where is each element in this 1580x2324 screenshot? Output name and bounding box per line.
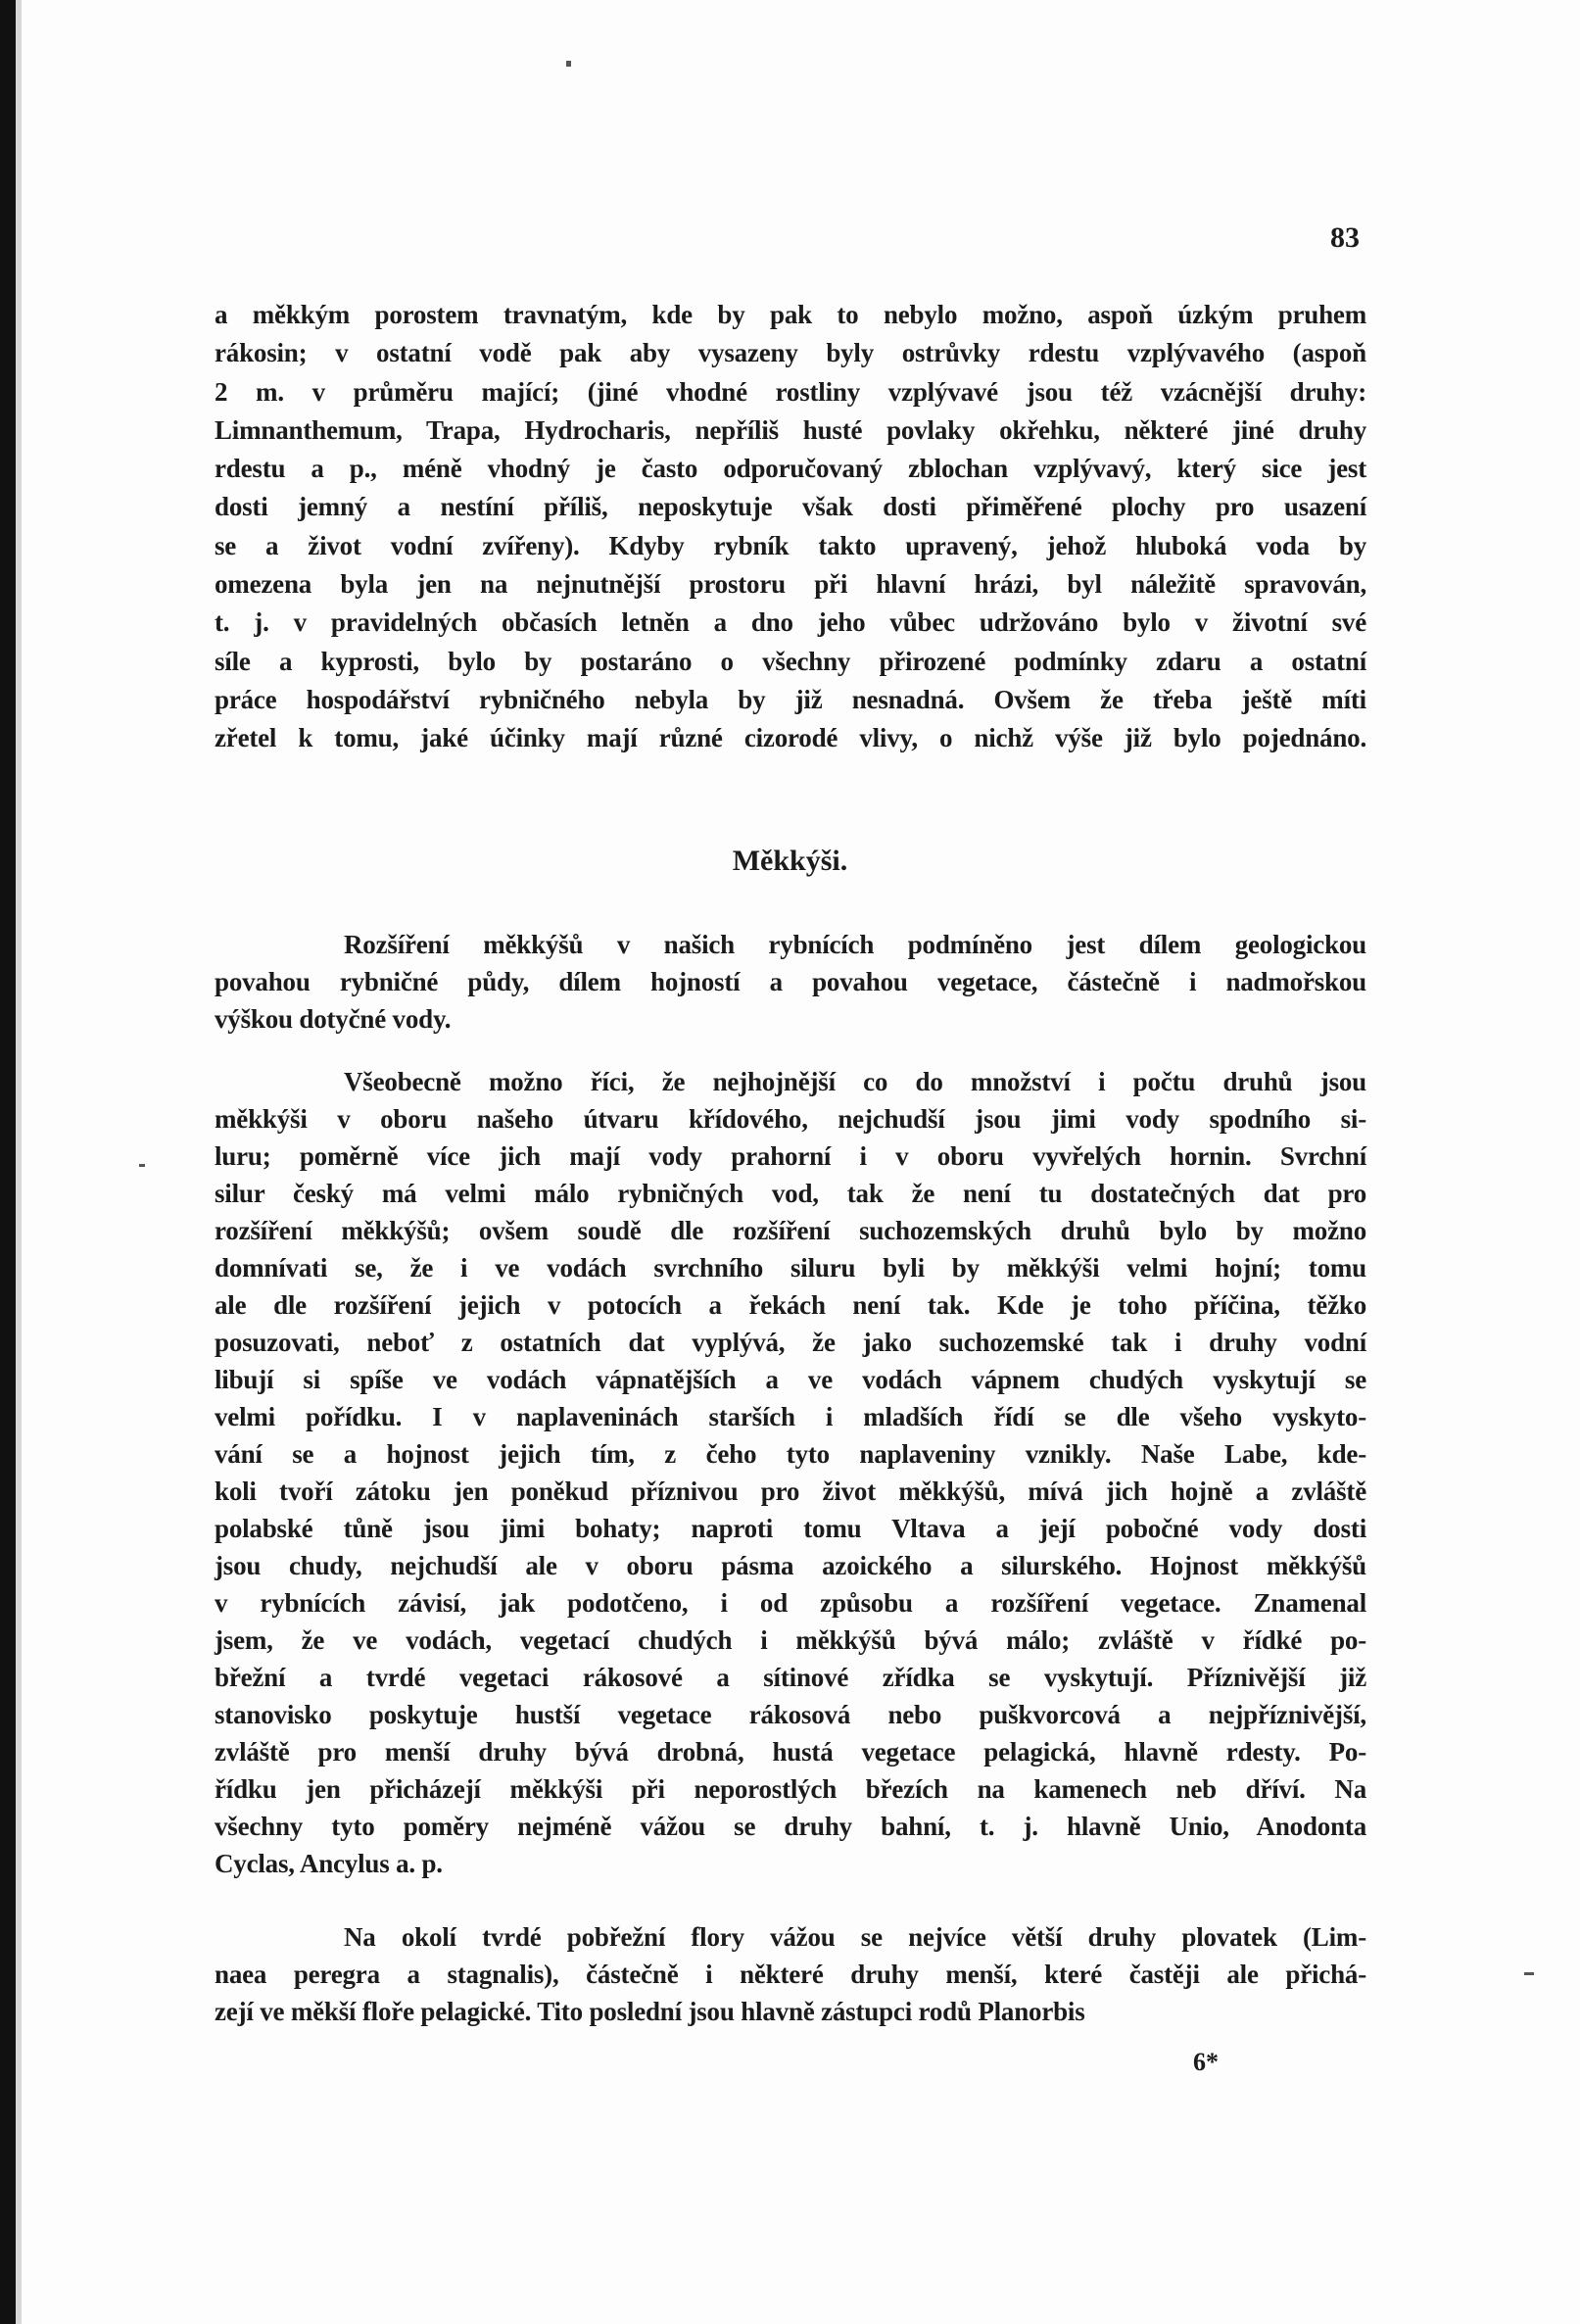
text-line: zřetel k tomu, jaké účinky mají různé cizorodé vlivy, o nichž výše již bylo pojednáno.	[215, 723, 1366, 753]
text-line: ale dle rozšíření jejich v potocích a řekách není tak. Kde je toho příčina, těžko	[215, 1290, 1366, 1320]
text-line: libují si spíše ve vodách vápnatějších a ve vodách vápnem chudých vyskytují se	[215, 1365, 1366, 1394]
paragraph	[215, 296, 1366, 758]
text-line: zejí ve měkší floře pelagické. Tito poslední jsou hlavně zástupci rodů Planorbis	[215, 1997, 1085, 2026]
text-line: břežní a tvrdé vegetaci rákosové a sítinové zřídka se vyskytují. Příznivější již	[215, 1663, 1366, 1692]
text-line: Cyclas, Ancylus a. p.	[215, 1849, 443, 1878]
text-line: koli tvoří zátoku jen poněkud příznivou pro život měkkýšů, mívá jich hojně a zvláště	[215, 1477, 1366, 1506]
scan-speck	[1524, 1972, 1534, 1975]
paragraph	[215, 926, 1366, 1038]
text-line: síle a kyprosti, bylo by postaráno o všechny přirozené podmínky zdaru a ostatní	[215, 646, 1366, 676]
text-line: vání se a hojnost jejich tím, z čeho tyto naplaveniny vznikly. Naše Labe, kde-	[215, 1439, 1366, 1469]
text-line: jsou chudy, nejchudší ale v oboru pásma azoického a silurského. Hojnost měkkýšů	[215, 1551, 1366, 1580]
text-line: Všeobecně možno říci, že nejhojnější co do množství i počtu druhů jsou	[344, 1067, 1366, 1096]
text-line: řídku jen přicházejí měkkýši při neporostlých březích na kamenech neb dříví. Na	[215, 1774, 1366, 1804]
text-line: velmi pořídku. I v naplaveninách starších i mladších řídí se dle všeho vyskyto-	[215, 1402, 1366, 1431]
scan-speck	[139, 1164, 145, 1167]
text-line: stanovisko poskytuje hustší vegetace rákosová nebo puškvorcová a nejpříznivější,	[215, 1700, 1366, 1729]
text-line: výškou dotyčné vody.	[215, 1004, 452, 1034]
text-line: Na okolí tvrdé pobřežní flory vážou se nejvíce větší druhy plovatek (Lim-	[344, 1922, 1366, 1952]
text-line: t. j. v pravidelných občasích letněn a dno jeho vůbec udržováno bylo v životní své	[215, 607, 1366, 638]
text-line: měkkýši v oboru našeho útvaru křídového, nejchudší jsou jimi vody spodního si-	[215, 1104, 1366, 1134]
text-line: posuzovati, neboť z ostatních dat vyplývá, že jako suchozemské tak i druhy vodní	[215, 1328, 1366, 1357]
text-line: polabské tůně jsou jimi bohaty; naproti tomu Vltava a její pobočné vody dosti	[215, 1514, 1366, 1543]
text-line: rákosin; v ostatní vodě pak aby vysazeny byly ostrůvky rdestu vzplývavého (aspoň	[215, 338, 1366, 368]
text-line: rdestu a p., méně vhodný je často odporučovaný zblochan vzplývavý, který sice jest	[215, 454, 1366, 484]
text-line: v rybnících závisí, jak podotčeno, i od způsobu a rozšíření vegetace. Znamenal	[215, 1588, 1366, 1618]
scan-binding-edge	[0, 0, 16, 2324]
page-number: 83	[1330, 221, 1360, 254]
text-line: naea peregra a stagnalis), částečně i některé druhy menší, které častěji ale přichá-	[215, 1960, 1366, 1989]
text-line: domnívati se, že i ve vodách svrchního siluru byli by měkkýši velmi hojní; tomu	[215, 1253, 1366, 1283]
text-line: všechny tyto poměry nejméně vážou se druhy bahní, t. j. hlavně Unio, Anodonta	[215, 1812, 1366, 1841]
scan-speck	[566, 61, 571, 67]
section-heading: Měkkýši.	[732, 845, 848, 877]
text-line: silur český má velmi málo rybničných vod, tak že není tu dostatečných dat pro	[215, 1179, 1366, 1208]
scan-binding-shadow	[16, 0, 22, 2324]
text-line: 2 m. v průměru mající; (jiné vhodné rostliny vzplývavé jsou též vzácnější druhy:	[215, 376, 1366, 407]
paragraph	[215, 1918, 1366, 2030]
text-line: dosti jemný a nestíní příliš, neposkytuje však dosti přiměřené plochy pro usazení	[215, 492, 1366, 522]
text-line: povahou rybničné půdy, dílem hojností a povahou vegetace, částečně i nadmořskou	[215, 967, 1366, 996]
signature-mark: 6*	[1193, 2048, 1219, 2076]
text-line: omezena byla jen na nejnutnější prostoru při hlavní hrázi, byl náležitě spravován,	[215, 569, 1366, 600]
text-line: se a život vodní zvířeny). Kdyby rybník takto upravený, jehož hluboká voda by	[215, 530, 1366, 560]
text-line: a měkkým porostem travnatým, kde by pak to nebylo možno, aspoň úzkým pruhem	[215, 300, 1366, 329]
text-line: rozšíření měkkýšů; ovšem soudě dle rozšíření suchozemských druhů bylo by možno	[215, 1216, 1366, 1245]
paragraph	[215, 1063, 1366, 1882]
text-line: práce hospodářství rybničného nebyla by již nesnadná. Ovšem že třeba ještě míti	[215, 684, 1366, 714]
text-line: Rozšíření měkkýšů v našich rybnících podmíněno jest dílem geologickou	[344, 930, 1366, 959]
text-line: Limnanthemum, Trapa, Hydrocharis, nepříliš husté povlaky okřehku, některé jiné druhy	[215, 414, 1366, 445]
text-line: zvláště pro menší druhy bývá drobná, hustá vegetace pelagická, hlavně rdesty. Po-	[215, 1737, 1366, 1767]
text-line: jsem, že ve vodách, vegetací chudých i měkkýšů bývá málo; zvláště v řídké po-	[215, 1625, 1366, 1655]
text-line: luru; poměrně více jich mají vody prahorní i v oboru vyvřelých hornin. Svrchní	[215, 1141, 1366, 1171]
